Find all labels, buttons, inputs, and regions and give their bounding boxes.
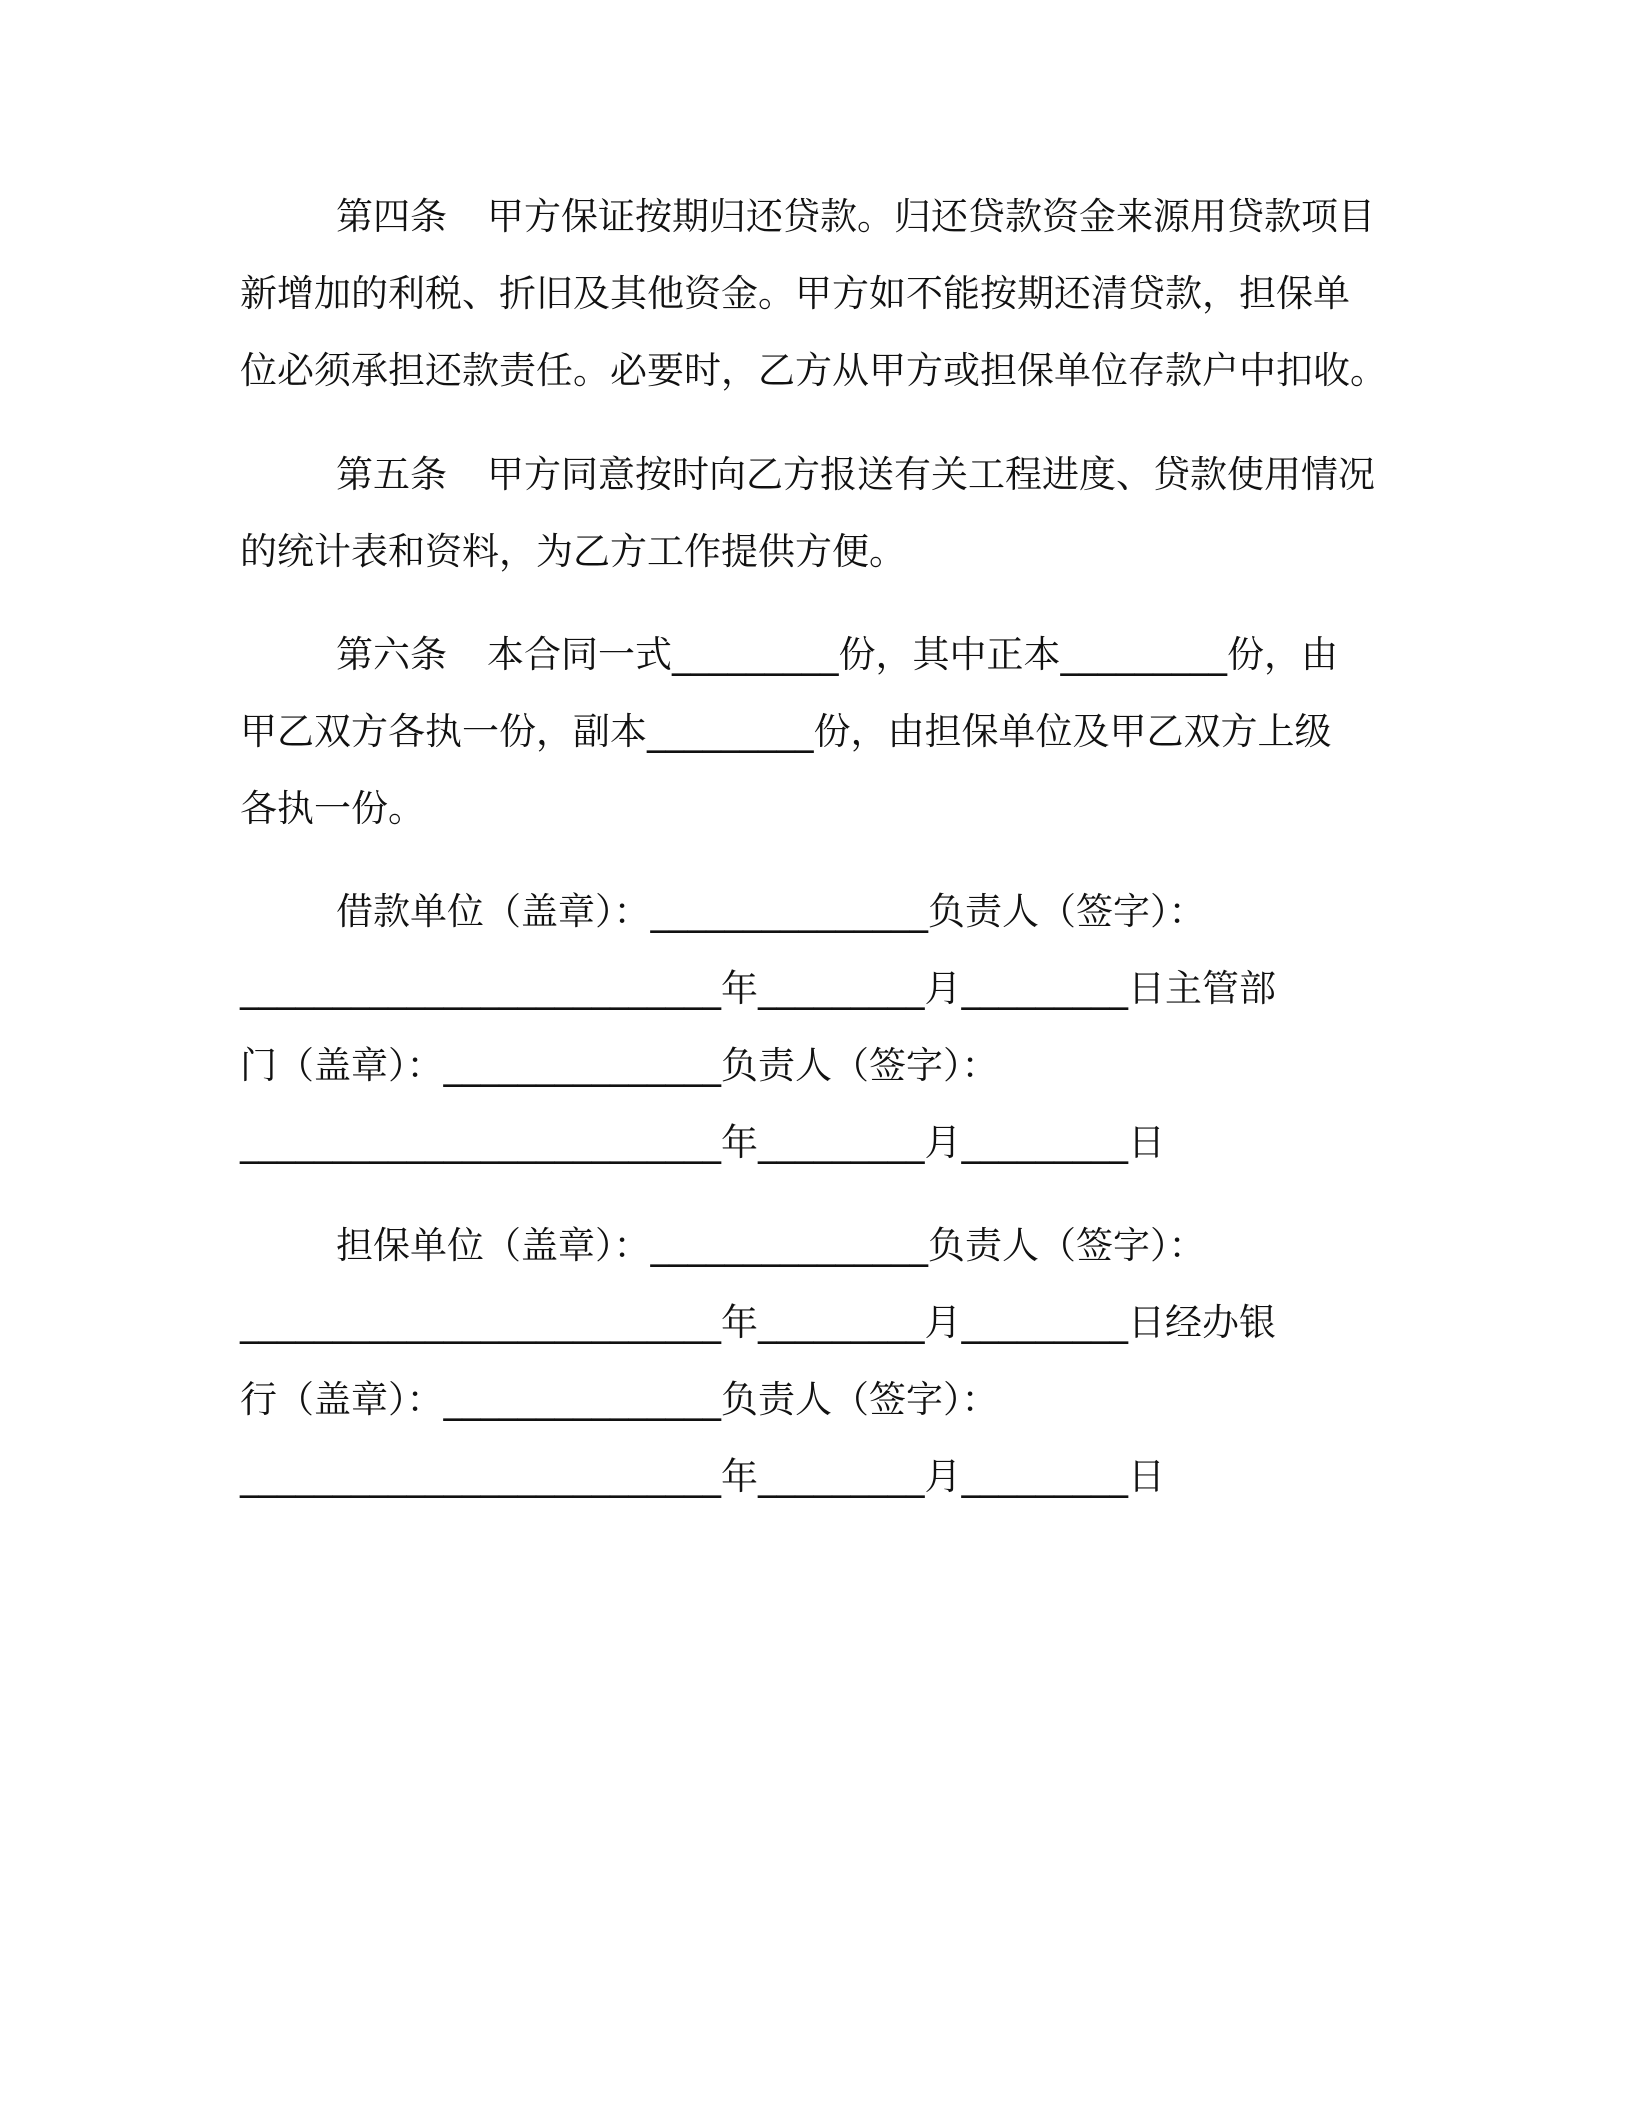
article-6-line-1 [240, 616, 1400, 693]
article-4-line-2: 新增加的利税、折旧及其他资金。甲方如不能按期还清贷款，担保单 [240, 272, 1350, 315]
bank-seal-line: 行（盖章）：_______________负责人（签字）： [240, 1378, 999, 1421]
article-6-text-1: 本合同一式_________份，其中正本_________份，由 [487, 633, 1338, 676]
article-5-heading: 第五条 [336, 453, 447, 496]
article-5-text-1: 甲方同意按时向乙方报送有关工程进度、贷款使用情况 [487, 453, 1375, 496]
bank-date-line: __________________________年_________月_________日 [240, 1455, 1165, 1498]
guarantor-date-line: __________________________年_________月_________日经办银 [240, 1301, 1276, 1344]
article-6 [240, 616, 1400, 847]
signature-block-2 [240, 1207, 1400, 1515]
article-5-line-2: 的统计表和资料，为乙方工作提供方便。 [240, 530, 906, 573]
article-6-line-3: 各执一份。 [240, 787, 425, 830]
article-4-line-1 [240, 178, 1400, 255]
supervisor-date-line: __________________________年_________月_________日 [240, 1121, 1165, 1164]
article-6-heading: 第六条 [336, 633, 447, 676]
article-5 [240, 436, 1400, 590]
article-4 [240, 178, 1400, 409]
borrower-date-line: __________________________年_________月_________日主管部 [240, 967, 1276, 1010]
article-4-line-3: 位必须承担还款责任。必要时，乙方从甲方或担保单位存款户中扣收。 [240, 349, 1387, 392]
article-5-line-1 [240, 436, 1400, 513]
article-4-heading: 第四条 [336, 195, 447, 238]
article-6-line-2: 甲乙双方各执一份，副本_________份，由担保单位及甲乙双方上级 [240, 710, 1332, 753]
signature-block-1 [240, 873, 1400, 1181]
article-4-text-1: 甲方保证按期归还贷款。归还贷款资金来源用贷款项目 [487, 195, 1375, 238]
guarantor-seal-line: 担保单位（盖章）：_______________负责人（签字）： [336, 1224, 1206, 1267]
borrower-seal-line: 借款单位（盖章）：_______________负责人（签字）： [336, 890, 1206, 933]
supervisor-seal-line: 门（盖章）：_______________负责人（签字）： [240, 1044, 999, 1087]
